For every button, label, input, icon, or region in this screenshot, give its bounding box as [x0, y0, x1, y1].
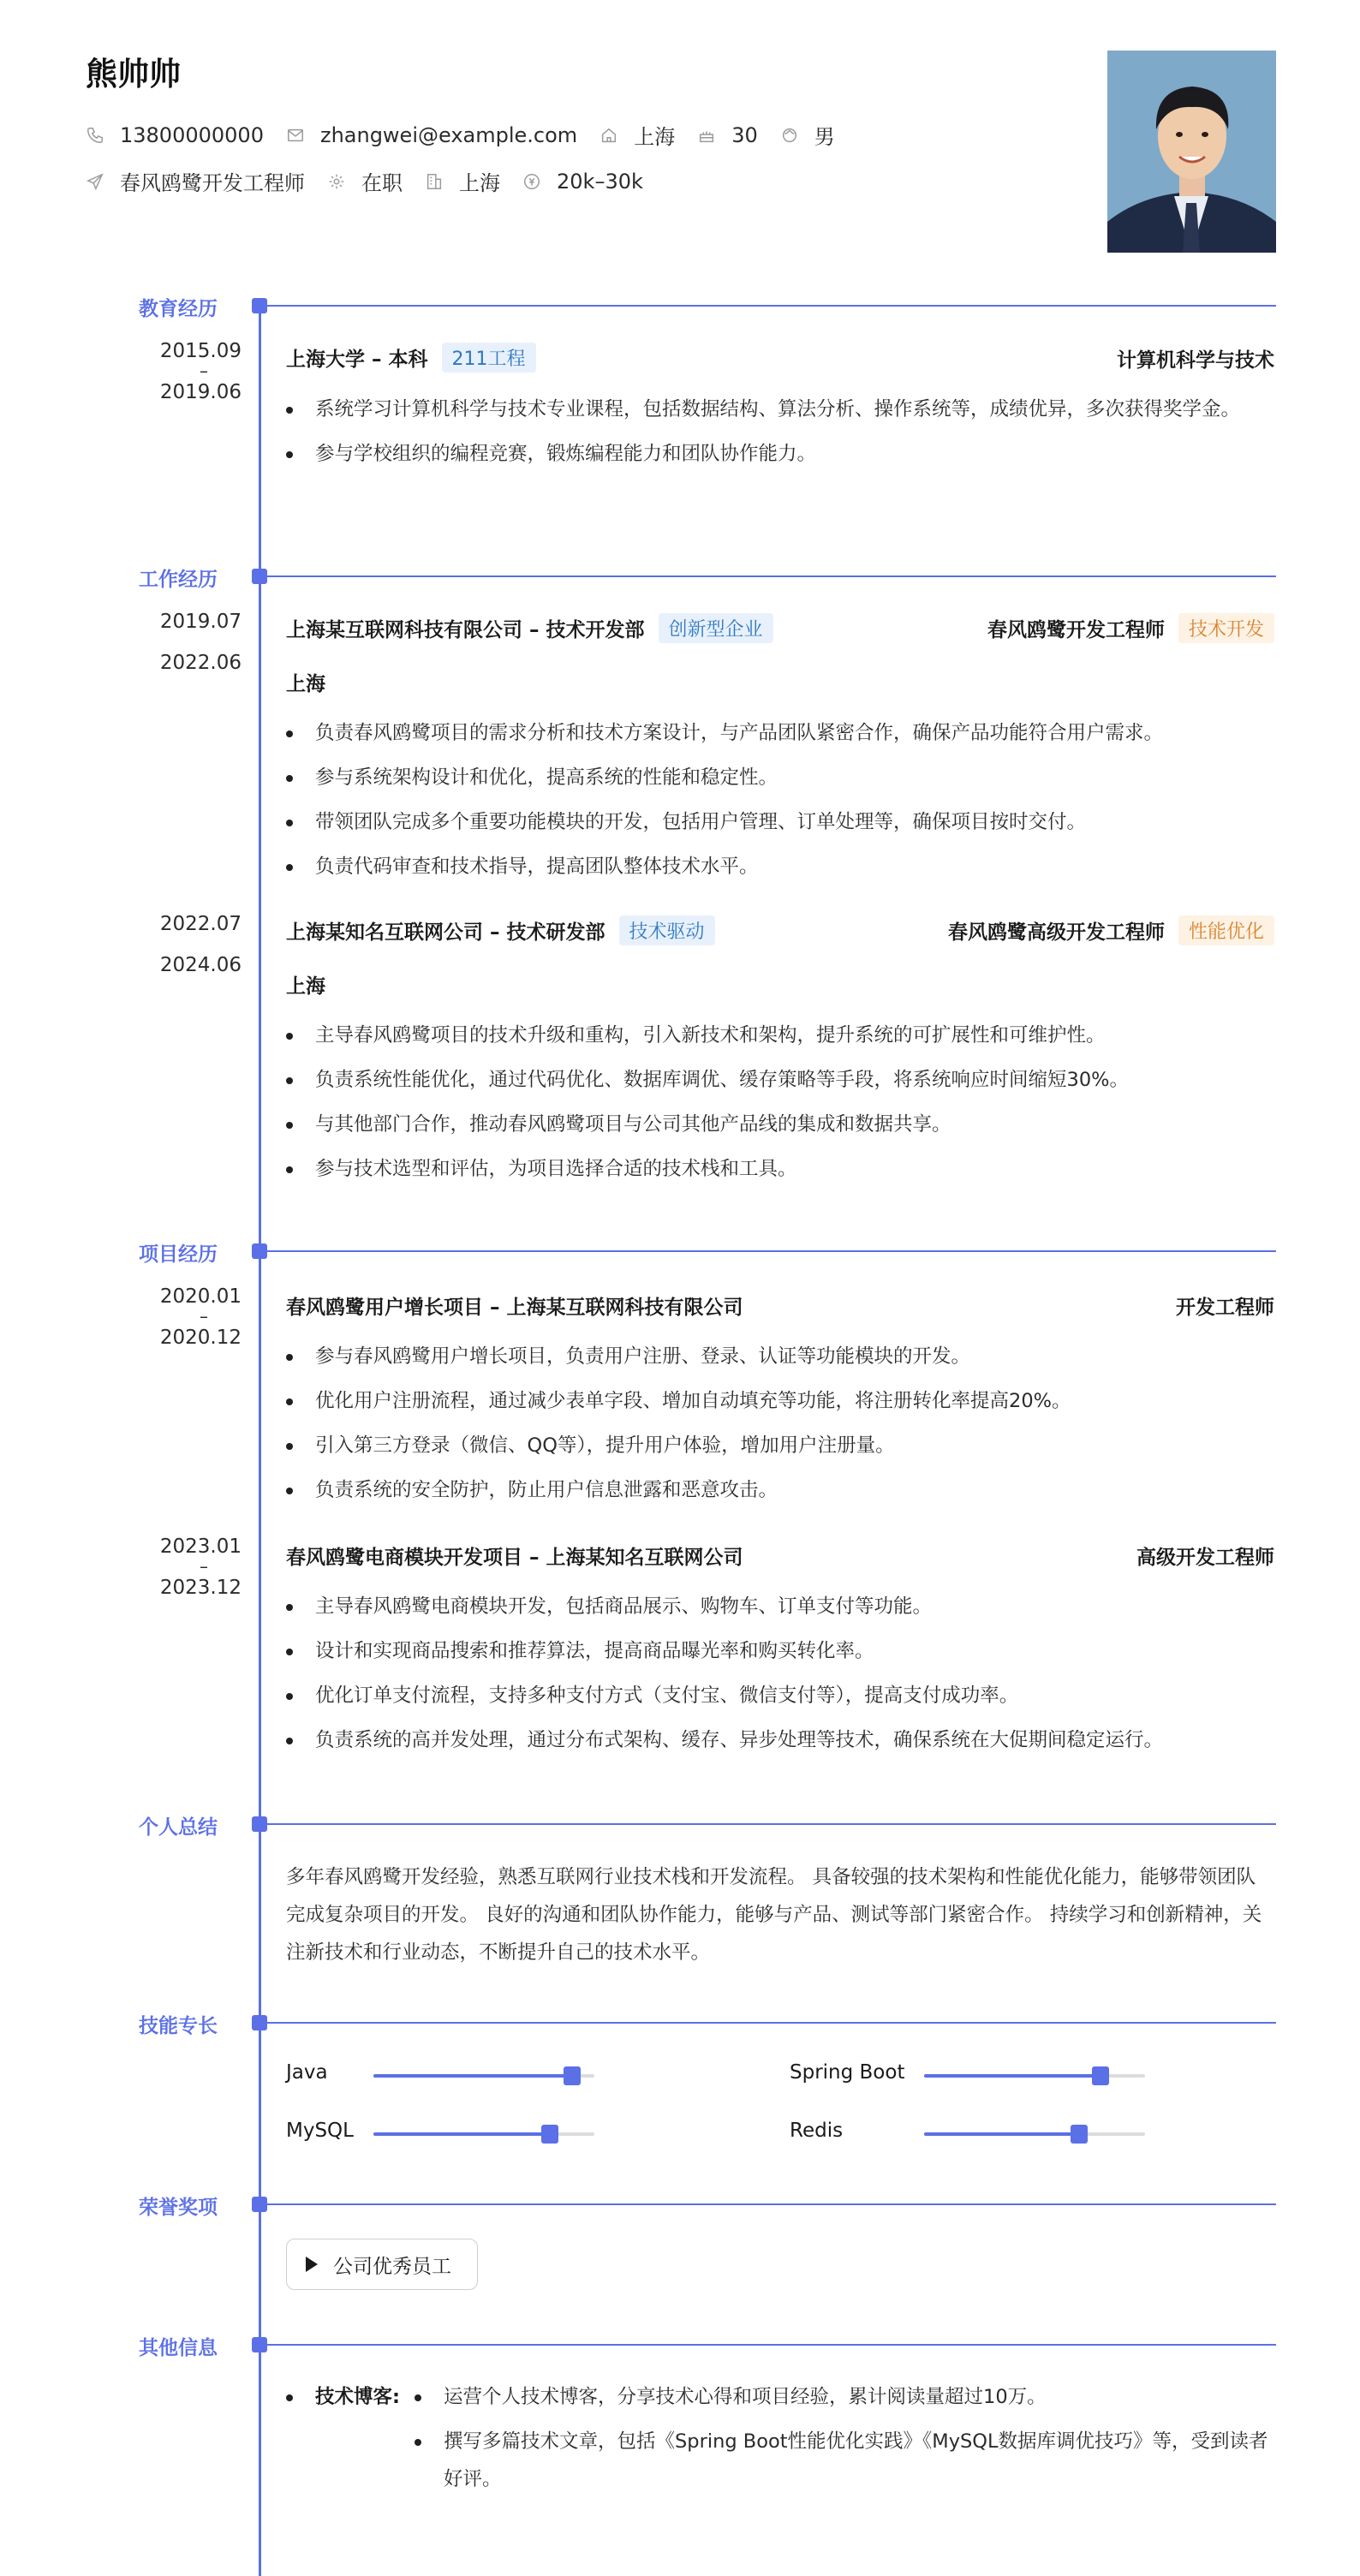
company-tag: 技术驱动: [619, 915, 715, 945]
project-start: 2020.01: [159, 1285, 242, 1308]
status-text: 在职: [361, 171, 403, 195]
summary-text: 多年春风鸥鹭开发经验，熟悉互联网行业技术栈和开发流程。 具备较强的技术架构和性能优化能力，能够带领团队完成复杂项目的开发。 良好的沟通和团队协作能力，能够与产品、测试等部门紧密合作。 持续学习和创新精神，关注新技术和行业动态，不断提升自己的技术水平。: [286, 1866, 1262, 1964]
work-end: 2022.06: [159, 652, 242, 674]
list-item: 系统学习计算机科学与技术专业课程，包括数据结构、算法分析、操作系统等，成绩优异，多次获得奖学金。: [286, 391, 1271, 428]
list-item: 负责系统的高并发处理，通过分布式架构、缓存、异步处理等技术，确保系统在大促期间稳定运行。: [286, 1721, 1271, 1759]
skill-track: [924, 2132, 1145, 2136]
blog-label: 技术博客:: [286, 2378, 400, 2416]
skill-fill: [373, 2132, 550, 2136]
education-start: 2015.09: [159, 340, 242, 362]
gender-text: 男: [814, 125, 835, 149]
section-title-projects: 项目经历: [139, 1243, 218, 1266]
list-item: 优化订单支付流程，支持多种支付方式（支付宝、微信支付等），提高支付成功率。: [286, 1677, 1271, 1714]
project-role-1: 开发工程师: [1176, 1297, 1274, 1319]
skill-knob[interactable]: [1071, 2125, 1088, 2144]
avatar: [1107, 51, 1276, 253]
list-item: 参与系统架构设计和优化，提高系统的性能和稳定性。: [286, 759, 1271, 796]
skill-name: MySQL: [286, 2120, 354, 2142]
role-tag: 技术开发: [1178, 613, 1274, 643]
section-divider-projects: [265, 1250, 1276, 1252]
role-tag: 性能优化: [1178, 915, 1274, 945]
skill-knob[interactable]: [541, 2125, 558, 2144]
list-item: 负责春风鸥鹭项目的需求分析和技术方案设计，与产品团队紧密合作，确保产品功能符合用户需求。: [286, 714, 1271, 752]
skill-fill: [373, 2074, 572, 2078]
target-city-text: 上海: [459, 171, 500, 195]
skill-track: [373, 2132, 594, 2136]
company-name: 上海某互联网科技有限公司 – 技术开发部: [286, 619, 645, 641]
skill-fill: [924, 2074, 1101, 2078]
gender-icon: [780, 126, 799, 145]
gear-icon: [327, 172, 346, 191]
candidate-name: 熊帅帅: [86, 56, 181, 92]
project-date-1: 2020.01 – 2020.12: [128, 1276, 242, 1358]
skill-java: [286, 2061, 328, 2084]
list-item: 撰写多篇技术文章，包括《Spring Boot性能优化实践》《MySQL数据库调优技巧》等，受到读者好评。: [415, 2423, 1271, 2498]
age-text: 30: [731, 122, 758, 147]
list-item: 主导春风鸥鹭项目的技术升级和重构，引入新技术和架构，提升系统的可扩展性和可维护性。: [286, 1017, 1271, 1054]
skill-name: Redis: [790, 2120, 844, 2142]
list-item: 主导春风鸥鹭电商模块开发，包括商品展示、购物车、订单支付等功能。: [286, 1588, 1271, 1625]
salary-item: [522, 170, 643, 194]
contact-row: [86, 120, 857, 150]
building-icon: [425, 172, 444, 191]
skill-knob[interactable]: [564, 2066, 581, 2085]
list-item: 设计和实现商品搜索和推荐算法，提高商品曝光率和购买转化率。: [286, 1632, 1271, 1670]
education-end: 2019.06: [159, 381, 242, 403]
section-title-education: 教育经历: [139, 298, 218, 320]
email-item: [286, 123, 577, 147]
company-tag: 创新型企业: [659, 613, 773, 643]
work-role-2: [948, 915, 1274, 945]
phone-icon: [86, 126, 104, 145]
section-title-work: 工作经历: [139, 569, 218, 591]
skill-redis: [790, 2120, 843, 2142]
work-company-1: [286, 613, 773, 643]
project-start: 2023.01: [159, 1535, 242, 1558]
work-role-1: [987, 613, 1274, 643]
phone-item: [86, 123, 264, 147]
age-item: [697, 123, 758, 147]
work-date-1: [128, 601, 242, 683]
project-title-2: 春风鸥鹭电商模块开发项目 – 上海某知名互联网公司: [286, 1547, 743, 1569]
work-start: 2022.07: [159, 913, 242, 935]
section-divider-education: [265, 305, 1276, 307]
list-item: 负责代码审查和技术指导，提高团队整体技术水平。: [286, 848, 1271, 886]
home-icon: [599, 126, 618, 145]
section-title-skills: 技能专长: [139, 2015, 218, 2037]
section-title-summary: 个人总结: [139, 1816, 218, 1839]
phone-text: 13800000000: [120, 122, 264, 147]
location-text: 上海: [634, 125, 676, 149]
award-toggle-button[interactable]: [286, 2239, 478, 2290]
section-divider-skills: [265, 2022, 1276, 2024]
list-item: 运营个人技术博客，分享技术心得和项目经验，累计阅读量超过10万。: [415, 2378, 1271, 2416]
skill-track: [373, 2074, 594, 2078]
list-item: 引入第三方登录（微信、QQ等），提升用户体验，增加用户注册量。: [286, 1427, 1271, 1464]
skill-knob[interactable]: [1092, 2066, 1109, 2085]
project-date-2: 2023.01 – 2023.12: [128, 1526, 242, 1608]
project-end: 2020.12: [159, 1327, 242, 1349]
company-name: 上海某知名互联网公司 – 技术研发部: [286, 921, 605, 944]
education-major: 计算机科学与技术: [1117, 349, 1274, 372]
cake-icon: [697, 126, 716, 145]
list-item: 优化用户注册流程，通过减少表单字段、增加自动填充等功能，将注册转化率提高20%。: [286, 1382, 1271, 1420]
project-end: 2023.12: [159, 1577, 242, 1599]
job-target-item: [86, 166, 305, 196]
education-school: [286, 343, 536, 373]
status-item: [327, 166, 403, 196]
education-date: 2015.09 – 2019.06: [128, 331, 242, 413]
skill-mysql: [286, 2120, 354, 2142]
skill-track: [924, 2074, 1145, 2078]
play-triangle-icon: [306, 2257, 318, 2272]
gender-item: [780, 120, 835, 150]
job-intent-row: [86, 166, 665, 196]
skill-name: Java: [286, 2061, 328, 2084]
work-end: 2024.06: [159, 954, 242, 976]
award-label: 公司优秀员工: [333, 2255, 451, 2278]
work-city-1: 上海: [286, 673, 325, 695]
list-item: 参与学校组织的编程竞赛，锻炼编程能力和团队协作能力。: [286, 435, 1271, 473]
work-bullets-2: [286, 1017, 1271, 1195]
skill-name: Spring Boot: [790, 2061, 905, 2084]
salary-text: 20k–30k: [557, 169, 643, 194]
mail-icon: [286, 126, 305, 145]
project-bullets-2: [286, 1588, 1271, 1766]
list-item: 与其他部门合作，推动春风鸥鹭项目与公司其他产品线的集成和数据共享。: [286, 1106, 1271, 1143]
blog-bullets: [415, 2378, 1271, 2505]
timeline-line: [259, 306, 261, 2576]
project-title-1: 春风鸥鹭用户增长项目 – 上海某互联网科技有限公司: [286, 1297, 743, 1319]
job-target-text: 春风鸥鹭开发工程师: [120, 171, 305, 195]
role-name: 春风鸥鹭开发工程师: [987, 619, 1165, 641]
list-item: 参与春风鸥鹭用户增长项目，负责用户注册、登录、认证等功能模块的开发。: [286, 1338, 1271, 1375]
work-city-2: 上海: [286, 975, 325, 998]
section-title-awards: 荣誉奖项: [139, 2197, 218, 2219]
email-text: zhangwei@example.com: [319, 122, 578, 147]
location-item: [599, 120, 675, 150]
list-item: 负责系统性能优化，通过代码优化、数据库调优、缓存策略等手段，将系统响应时间缩短30%。: [286, 1061, 1271, 1099]
skill-fill: [924, 2132, 1079, 2136]
send-icon: [86, 172, 104, 191]
education-bullets: [286, 391, 1271, 480]
list-item: 参与技术选型和评估，为项目选择合适的技术栈和工具。: [286, 1150, 1271, 1188]
school-tag: 211工程: [442, 343, 536, 373]
role-name: 春风鸥鹭高级开发工程师: [947, 921, 1165, 944]
coin-icon: [522, 172, 541, 191]
work-bullets-1: [286, 714, 1271, 892]
project-bullets-1: [286, 1338, 1271, 1516]
section-divider-work: [265, 575, 1276, 577]
section-divider-other: [265, 2344, 1276, 2346]
work-company-2: [286, 915, 715, 945]
skill-spring-boot: [790, 2061, 904, 2084]
project-role-2: 高级开发工程师: [1136, 1547, 1274, 1569]
work-date-2: [128, 903, 242, 986]
work-start: 2019.07: [159, 611, 242, 633]
section-divider-summary: [265, 1823, 1276, 1825]
list-item: 负责系统的安全防护，防止用户信息泄露和恶意攻击。: [286, 1471, 1271, 1509]
section-title-other: 其他信息: [139, 2337, 218, 2359]
school-name: 上海大学 – 本科: [286, 349, 428, 371]
list-item: 带领团队完成多个重要功能模块的开发，包括用户管理、订单处理等，确保项目按时交付。: [286, 803, 1271, 841]
target-city-item: [425, 166, 500, 196]
section-divider-awards: [265, 2203, 1276, 2205]
